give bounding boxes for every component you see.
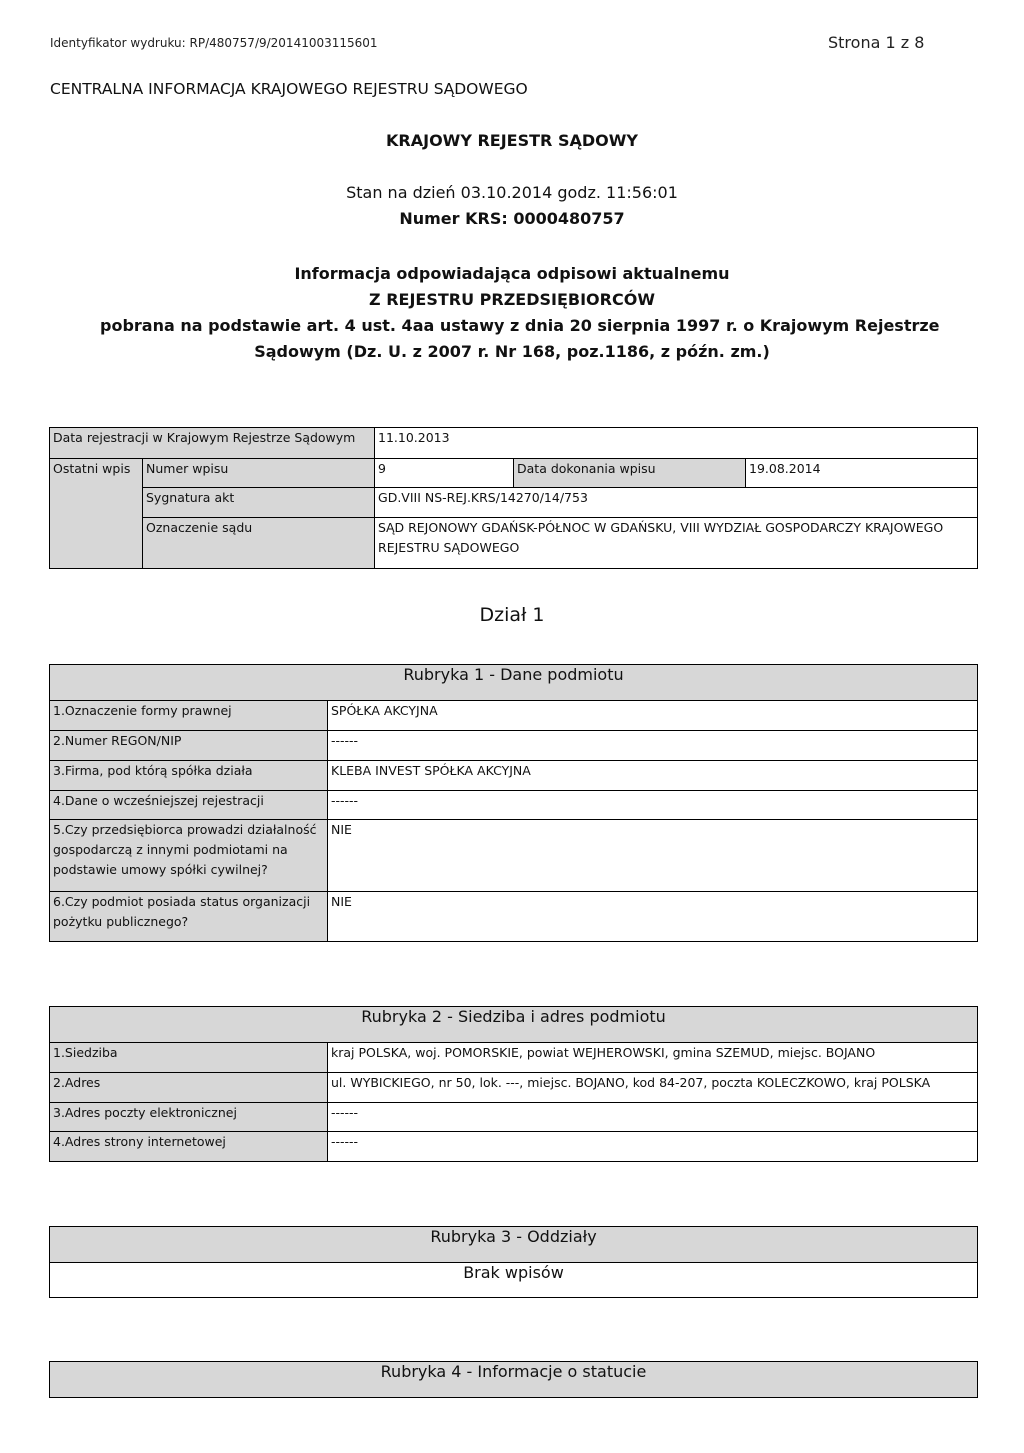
court-value: SĄD REJONOWY GDAŃSK-PÓŁNOC W GDAŃSKU, VIII WYDZIAŁ GOSPODARCZY KRAJOWEGO REJESTRU SĄDOWEGO bbox=[375, 518, 978, 569]
table-row bbox=[50, 791, 978, 820]
krs-number: Numer KRS: 0000480757 bbox=[399, 209, 625, 228]
rubric-1-title: Rubryka 1 - Dane podmiotu bbox=[50, 665, 978, 701]
section-title: Dział 1 bbox=[479, 604, 545, 626]
table-row bbox=[50, 1043, 978, 1073]
info-line: Informacja odpowiadająca odpisowi aktualnemu bbox=[294, 264, 730, 283]
row-label: 6.Czy podmiot posiada status organizacji pożytku publicznego? bbox=[50, 892, 328, 942]
table-row bbox=[50, 1073, 978, 1103]
table-row bbox=[50, 1132, 978, 1162]
row-label: 4.Adres strony internetowej bbox=[50, 1132, 328, 1162]
state-date: Stan na dzień 03.10.2014 godz. 11:56:01 bbox=[346, 183, 678, 202]
row-value: NIE bbox=[328, 892, 978, 942]
rubric-2-title: Rubryka 2 - Siedziba i adres podmiotu bbox=[50, 1007, 978, 1043]
row-value: SPÓŁKA AKCYJNA bbox=[328, 701, 978, 731]
entry-number-value: 9 bbox=[375, 459, 514, 488]
rubric-1-table bbox=[49, 664, 978, 942]
register-title: KRAJOWY REJESTR SĄDOWY bbox=[386, 131, 638, 150]
last-entry-label: Ostatni wpis bbox=[50, 459, 143, 569]
info-line: pobrana na podstawie art. 4 ust. 4aa ustawy z dnia 20 sierpnia 1997 r. o Krajowym Rejestrze bbox=[100, 316, 940, 335]
table-row bbox=[50, 892, 978, 942]
row-label: 2.Numer REGON/NIP bbox=[50, 731, 328, 761]
entry-date-label: Data dokonania wpisu bbox=[514, 459, 746, 488]
table-row bbox=[50, 1103, 978, 1132]
row-value: NIE bbox=[328, 820, 978, 892]
info-line: Z REJESTRU PRZEDSIĘBIORCÓW bbox=[369, 290, 655, 309]
rubric-3-table bbox=[49, 1226, 978, 1298]
row-value: ------ bbox=[328, 731, 978, 761]
row-label: 2.Adres bbox=[50, 1073, 328, 1103]
info-line: Sądowym (Dz. U. z 2007 r. Nr 168, poz.1186, z późn. zm.) bbox=[254, 342, 770, 361]
rubric-4-title: Rubryka 4 - Informacje o statucie bbox=[50, 1362, 978, 1398]
signature-label: Sygnatura akt bbox=[143, 488, 375, 518]
table-row bbox=[50, 761, 978, 791]
row-value: ul. WYBICKIEGO, nr 50, lok. ---, miejsc. BOJANO, kod 84-207, poczta KOLECZKOWO, kraj POLSKA bbox=[328, 1073, 978, 1103]
registration-date-value: 11.10.2013 bbox=[375, 428, 978, 459]
information-statement bbox=[100, 261, 940, 365]
rubric-3-title: Rubryka 3 - Oddziały bbox=[50, 1227, 978, 1263]
rubric-2-table bbox=[49, 1006, 978, 1162]
entry-date-value: 19.08.2014 bbox=[746, 459, 978, 488]
row-value: kraj POLSKA, woj. POMORSKIE, powiat WEJHEROWSKI, gmina SZEMUD, miejsc. BOJANO bbox=[328, 1043, 978, 1073]
print-identifier: Identyfikator wydruku: RP/480757/9/20141003115601 bbox=[50, 36, 378, 50]
row-value: ------ bbox=[328, 1132, 978, 1162]
page-number: Strona 1 z 8 bbox=[828, 33, 925, 52]
signature-value: GD.VIII NS-REJ.KRS/14270/14/753 bbox=[375, 488, 978, 518]
row-value: ------ bbox=[328, 791, 978, 820]
row-label: 3.Firma, pod którą spółka działa bbox=[50, 761, 328, 791]
rubric-3-empty-notice: Brak wpisów bbox=[50, 1263, 978, 1298]
entry-number-label: Numer wpisu bbox=[143, 459, 375, 488]
registration-date-label: Data rejestracji w Krajowym Rejestrze Sądowym bbox=[50, 428, 375, 459]
row-label: 1.Oznaczenie formy prawnej bbox=[50, 701, 328, 731]
row-value: KLEBA INVEST SPÓŁKA AKCYJNA bbox=[328, 761, 978, 791]
row-label: 4.Dane o wcześniejszej rejestracji bbox=[50, 791, 328, 820]
table-row bbox=[50, 701, 978, 731]
row-value: ------ bbox=[328, 1103, 978, 1132]
court-label: Oznaczenie sądu bbox=[143, 518, 375, 569]
table-row bbox=[50, 820, 978, 892]
rubric-4-table bbox=[49, 1361, 978, 1398]
central-information-heading: CENTRALNA INFORMACJA KRAJOWEGO REJESTRU SĄDOWEGO bbox=[50, 80, 528, 98]
row-label: 3.Adres poczty elektronicznej bbox=[50, 1103, 328, 1132]
row-label: 5.Czy przedsiębiorca prowadzi działalność gospodarczą z innymi podmiotami na podstawie umowy spółki cywilnej? bbox=[50, 820, 328, 892]
registration-table bbox=[49, 427, 978, 569]
row-label: 1.Siedziba bbox=[50, 1043, 328, 1073]
table-row bbox=[50, 731, 978, 761]
